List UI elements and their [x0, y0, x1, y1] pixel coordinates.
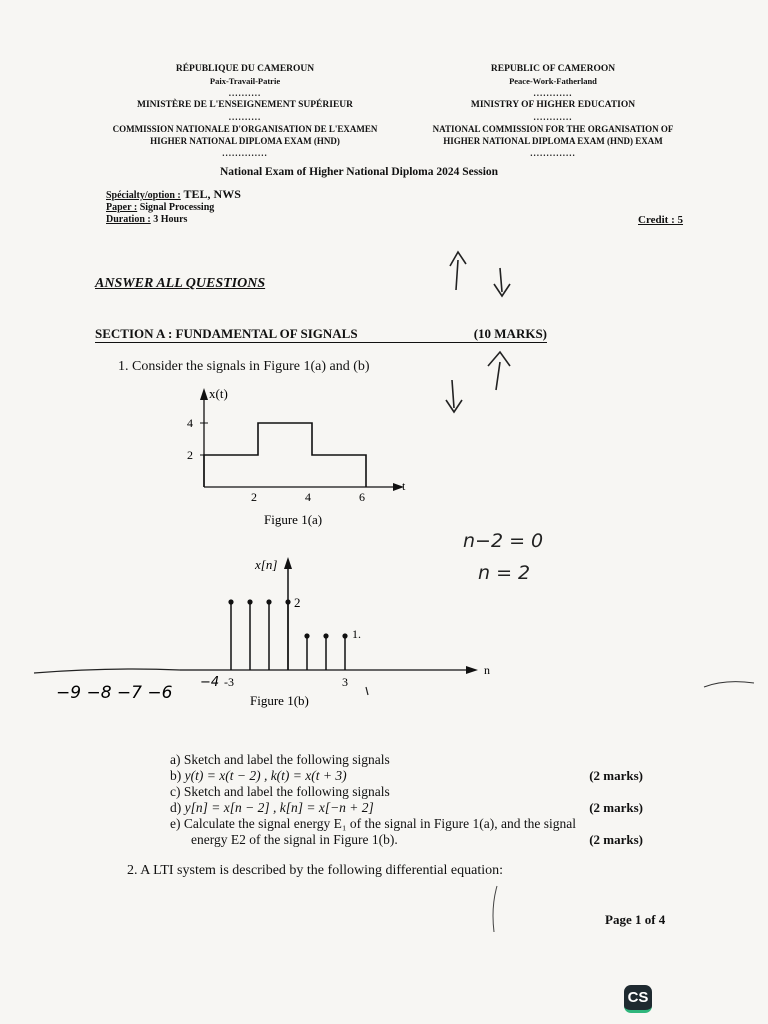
duration-label: Duration : — [106, 214, 151, 225]
stem-marker — [285, 599, 290, 604]
divider-dots: .......... — [228, 112, 262, 122]
list-item: a) Sketch and label the following signals — [170, 752, 390, 767]
y-tick-label: 2 — [187, 448, 193, 462]
commission-fr-line2: HIGHER NATIONAL DIPLOMA EXAM (HND) — [150, 136, 340, 146]
divider-dots: .............. — [222, 148, 268, 158]
exam-meta — [106, 188, 241, 226]
pen-stroke — [485, 882, 505, 937]
instruction-heading: ANSWER ALL QUESTIONS — [95, 276, 266, 291]
y-axis-arrow — [200, 388, 208, 400]
handwritten-eq-1: n−2 = 0 — [463, 530, 544, 552]
camscanner-logo: CS — [624, 985, 652, 1013]
list-item: e) Calculate the signal energy E₁ of the signal in Figure 1(a), and the signal — [170, 816, 576, 831]
divider-dots: .............. — [530, 148, 576, 158]
question-text: Consider the signals in Figure 1(a) and (b) — [132, 359, 370, 374]
stem-marker — [247, 599, 252, 604]
section-a-name: SECTION A : FUNDAMENTAL OF SIGNALS — [95, 326, 358, 341]
x-tick-label: 4 — [305, 490, 311, 504]
list-item: c) Sketch and label the following signals — [170, 784, 390, 799]
duration-value: 3 Hours — [150, 214, 188, 225]
section-a-marks: (10 MARKS) — [473, 326, 547, 341]
handwritten-minus4: −4 — [200, 675, 220, 690]
figure-caption: Figure 1(b) — [250, 693, 309, 708]
stem-marker — [323, 633, 328, 638]
paper-label: Paper : — [106, 202, 138, 213]
motto-fr: Paix-Travail-Patrie — [209, 76, 281, 86]
ministry-en: MINISTRY OF HIGHER EDUCATION — [470, 100, 636, 110]
header-left — [75, 63, 415, 159]
question-number: 1. — [118, 359, 129, 374]
x-tick-label: 6 — [359, 490, 365, 504]
header-right — [398, 63, 708, 159]
figure-caption: Figure 1(a) — [264, 512, 323, 527]
divider-dots: .......... — [228, 88, 262, 98]
country-en: REPUBLIC OF CAMEROON — [490, 64, 616, 74]
ministry-fr: MINISTÈRE DE L'ENSEIGNEMENT SUPÉRIEUR — [137, 100, 353, 110]
specialty-value: TEL, NWS — [180, 187, 241, 201]
stem-marker — [228, 599, 233, 604]
divider-dots: ............ — [533, 88, 573, 98]
paper-value: Signal Processing — [137, 202, 215, 213]
x-tick-label: -3 — [224, 675, 234, 689]
x-axis-arrow — [466, 666, 478, 674]
x-tick-label: 3 — [342, 675, 348, 689]
list-item: energy E2 of the signal in Figure 1(b). (2 marks) — [191, 832, 643, 847]
x-axis-label: t — [402, 479, 406, 493]
y-tick-label: 4 — [187, 416, 193, 430]
commission-en-line1: NATIONAL COMMISSION FOR THE ORGANISATION OF — [432, 124, 674, 134]
stem-marker — [304, 633, 309, 638]
divider-dots: ............ — [533, 112, 573, 122]
marks-label: (2 marks) — [589, 768, 643, 783]
y-axis-arrow — [284, 557, 292, 569]
marks-label: (2 marks) — [589, 800, 643, 815]
handwritten-axis-numbers: −9 −8 −7 −6 — [56, 683, 173, 703]
signal-waveform — [204, 423, 366, 487]
question-number: 2. — [127, 863, 138, 878]
handwritten-arrow-right — [700, 675, 760, 695]
y-axis-label: x[n] — [255, 557, 278, 572]
x-tick-label: 2 — [251, 490, 257, 504]
list-item: d) y[n] = x[n − 2] , k[n] = x[−n + 2] (2 marks) — [170, 800, 643, 815]
country-fr: RÉPUBLIQUE DU CAMEROUN — [175, 64, 315, 74]
value-label-2: 2 — [294, 595, 301, 610]
handwritten-eq-2: n = 2 — [478, 562, 531, 584]
x-axis-label: n — [484, 663, 490, 677]
stem-marker — [342, 633, 347, 638]
page-number: Page 1 of 4 — [605, 912, 666, 927]
figure-1a — [170, 380, 420, 530]
specialty-label: Spécialty/option : — [106, 190, 181, 201]
handwritten-arrows — [430, 240, 530, 420]
question-1 — [118, 359, 370, 375]
marks-label: (2 marks) — [589, 832, 643, 847]
figure-1b — [30, 545, 500, 715]
question-text: A LTI system is described by the following differential equation: — [140, 863, 503, 878]
commission-en-line2: HIGHER NATIONAL DIPLOMA EXAM (HND) EXAM — [443, 136, 663, 146]
exam-title: National Exam of Higher National Diploma 2024 Session — [220, 166, 499, 178]
question-2 — [127, 863, 503, 879]
question-1-items — [170, 752, 645, 848]
credit-label: Credit : 5 — [638, 214, 684, 226]
commission-fr-line1: COMMISSION NATIONALE D'ORGANISATION DE L'EXAMEN — [112, 124, 378, 134]
motto-en: Peace-Work-Fatherland — [509, 76, 597, 86]
value-label-1: 1. — [352, 627, 361, 641]
y-axis-label: x(t) — [209, 386, 228, 401]
stem-marker — [266, 599, 271, 604]
list-item: b) y(t) = x(t − 2) , k(t) = x(t + 3) (2 marks) — [170, 768, 643, 783]
